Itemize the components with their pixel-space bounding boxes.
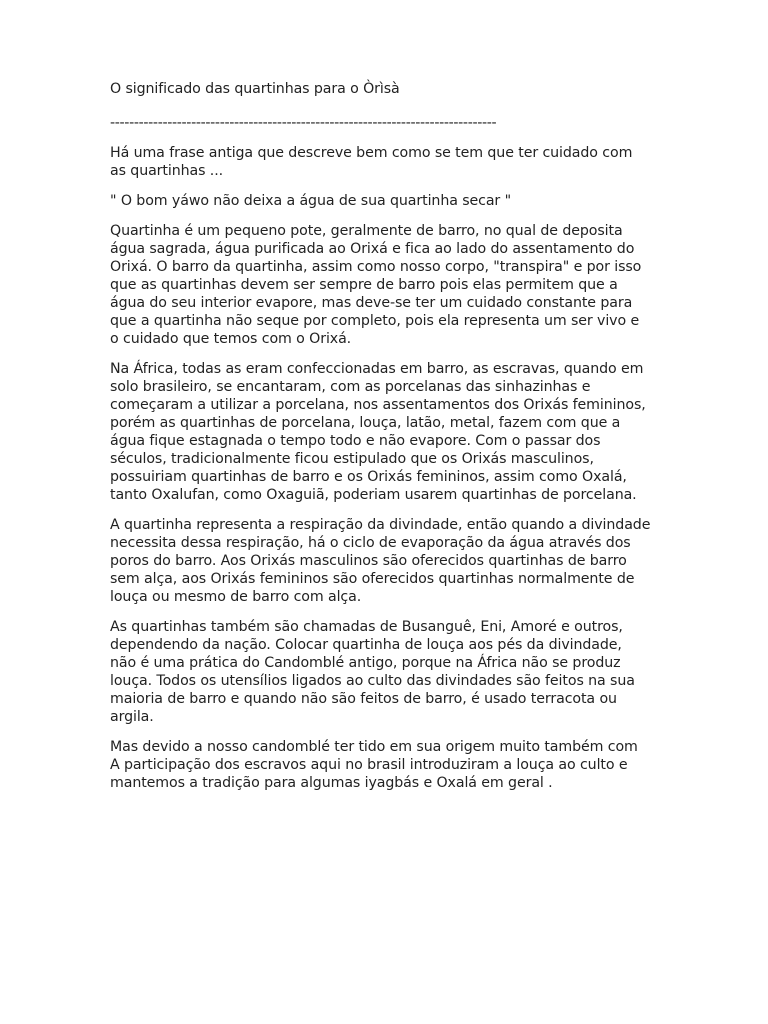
paragraph-definition: Quartinha é um pequeno pote, geralmente de barro, no qual de deposita água sagrada, água purificada ao Orixá e fica ao lado do assentamento do Orixá. O barro da quartinha, assim como nosso corpo, "transpira" e por isso que as quartinhas devem ser sempre de barro pois elas permitem que a água do seu interior evapore, mas deve-se ter um cuidado constante para que a quartinha não seque por completo, pois ela representa um ser vivo e o cuidado que temos com o Orixá. bbox=[110, 223, 642, 347]
paragraph-conclusion: Mas devido a nosso candomblé ter tido em sua origem muito também com A participação dos escravos aqui no brasil introduziram a louça ao culto e mantemos a tradição para algumas iyagbás e Oxalá em geral . bbox=[110, 739, 638, 791]
paragraph-intro: Há uma frase antiga que descreve bem como se tem que ter cuidado com as quartinhas ... bbox=[110, 145, 633, 179]
paragraph-names: As quartinhas também são chamadas de Busanguê, Eni, Amoré e outros, dependendo da nação. Colocar quartinha de louça aos pés da divindade, não é uma prática do Candomblé antigo, porque na África não se produz louça. Todos os utensílios ligados ao culto das divindades são feitos na sua maioria de barro e quando não são feitos de barro, é usado terracota ou argila. bbox=[110, 619, 635, 725]
paragraph-quote: " O bom yáwo não deixa a água de sua quartinha secar " bbox=[110, 193, 511, 209]
paragraph-respiration: A quartinha representa a respiração da divindade, então quando a divindade necessita dessa respiração, há o ciclo de evaporação da água através dos poros do barro. Aos Orixás masculinos são oferecidos quartinhas de barro sem alça, aos Orixás femininos são oferecidos quartinhas normalmente de louça ou mesmo de barro com alça. bbox=[110, 517, 651, 605]
document-page bbox=[110, 80, 670, 804]
divider-line: --------------------------------------------------------------------------------- bbox=[110, 115, 497, 131]
paragraph-africa-history: Na África, todas as eram confeccionadas em barro, as escravas, quando em solo brasileiro, se encantaram, com as porcelanas das sinhazinhas e começaram a utilizar a porcelana, nos assentamentos dos Orixás femininos, porém as quartinhas de porcelana, louça, latão, metal, fazem com que a água fique estagnada o tempo todo e não evapore. Com o passar dos séculos, tradicionalmente ficou estipulado que os Orixás masculinos, possuiriam quartinhas de barro e os Orixás femininos, assim como Oxalá, tanto Oxalufan, como Oxaguiã, poderiam usarem quartinhas de porcelana. bbox=[110, 361, 646, 503]
document-title: O significado das quartinhas para o Òrìsà bbox=[110, 81, 400, 97]
